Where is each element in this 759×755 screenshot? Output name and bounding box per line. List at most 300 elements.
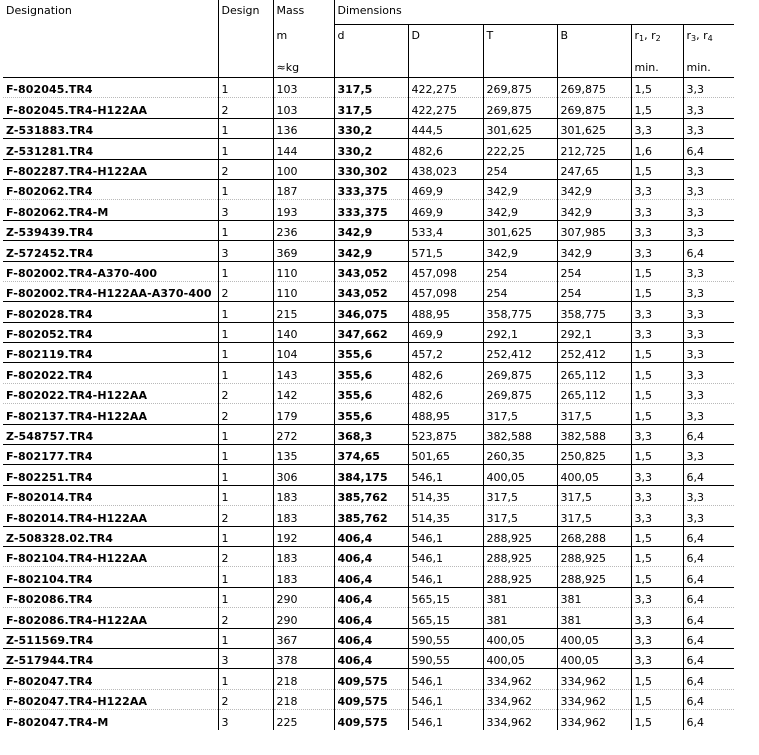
cell-r34: 6,4 (683, 587, 734, 607)
cell-B: 381 (557, 608, 631, 628)
cell-B: 317,5 (557, 404, 631, 424)
cell-r12: 1,5 (631, 710, 683, 730)
cell-d: 406,4 (334, 587, 408, 607)
cell-T: 252,412 (483, 343, 557, 363)
cell-T: 342,9 (483, 241, 557, 261)
cell-mass: 306 (273, 465, 334, 485)
cell-designation: F-802086.TR4 (3, 587, 218, 607)
cell-D: 482,6 (408, 363, 483, 383)
cell-designation: F-802104.TR4 (3, 567, 218, 587)
cell-mass: 187 (273, 179, 334, 199)
cell-r34: 6,4 (683, 567, 734, 587)
cell-T: 288,925 (483, 546, 557, 566)
cell-d: 317,5 (334, 78, 408, 98)
cell-D: 571,5 (408, 241, 483, 261)
cell-d: 374,65 (334, 445, 408, 465)
cell-B: 292,1 (557, 322, 631, 342)
cell-mass: 378 (273, 648, 334, 668)
table-row (3, 343, 734, 363)
cell-designation: F-802104.TR4-H122AA (3, 546, 218, 566)
cell-mass: 103 (273, 78, 334, 98)
cell-T: 382,588 (483, 424, 557, 444)
cell-B: 381 (557, 587, 631, 607)
cell-T: 269,875 (483, 98, 557, 118)
cell-designation: Z-508328.02.TR4 (3, 526, 218, 546)
cell-D: 546,1 (408, 567, 483, 587)
header-designation: Designation (6, 4, 72, 17)
table-row (3, 363, 734, 383)
cell-T: 269,875 (483, 363, 557, 383)
cell-design: 1 (218, 526, 273, 546)
table-row (3, 322, 734, 342)
cell-D: 469,9 (408, 322, 483, 342)
cell-r34: 3,3 (683, 343, 734, 363)
cell-d: 330,302 (334, 159, 408, 179)
cell-r34: 3,3 (683, 404, 734, 424)
cell-D: 457,2 (408, 343, 483, 363)
header-r34: $r_3$, $r_4$ (683, 25, 734, 48)
cell-mass: 183 (273, 485, 334, 505)
cell-B: 334,962 (557, 669, 631, 689)
cell-design: 1 (218, 465, 273, 485)
cell-mass: 272 (273, 424, 334, 444)
cell-design: 1 (218, 343, 273, 363)
cell-T: 288,925 (483, 526, 557, 546)
cell-r34: 6,4 (683, 608, 734, 628)
cell-D: 565,15 (408, 608, 483, 628)
cell-design: 1 (218, 669, 273, 689)
cell-T: 288,925 (483, 567, 557, 587)
cell-mass: 103 (273, 98, 334, 118)
cell-mass: 367 (273, 628, 334, 648)
cell-T: 342,9 (483, 179, 557, 199)
cell-mass: 183 (273, 546, 334, 566)
cell-d: 342,9 (334, 241, 408, 261)
table-row (3, 567, 734, 587)
cell-d: 330,2 (334, 139, 408, 159)
cell-r12: 1,5 (631, 526, 683, 546)
cell-T: 317,5 (483, 485, 557, 505)
cell-design: 3 (218, 648, 273, 668)
cell-designation: F-802251.TR4 (3, 465, 218, 485)
cell-mass: 110 (273, 261, 334, 281)
cell-d: 406,4 (334, 648, 408, 668)
cell-D: 482,6 (408, 139, 483, 159)
cell-D: 457,098 (408, 281, 483, 301)
cell-r12: 1,5 (631, 445, 683, 465)
cell-D: 438,023 (408, 159, 483, 179)
cell-D: 469,9 (408, 179, 483, 199)
cell-D: 590,55 (408, 628, 483, 648)
cell-mass: 183 (273, 506, 334, 526)
cell-D: 457,098 (408, 261, 483, 281)
cell-r34: 6,4 (683, 424, 734, 444)
cell-design: 1 (218, 322, 273, 342)
cell-designation: F-802137.TR4-H122AA (3, 404, 218, 424)
cell-B: 400,05 (557, 648, 631, 668)
cell-designation: Z-539439.TR4 (3, 220, 218, 240)
cell-D: 590,55 (408, 648, 483, 668)
cell-designation: F-802062.TR4-M (3, 200, 218, 220)
cell-r12: 3,3 (631, 241, 683, 261)
cell-design: 1 (218, 302, 273, 322)
header-r12-unit: min. (631, 47, 683, 78)
cell-mass: 136 (273, 118, 334, 138)
cell-D: 422,275 (408, 78, 483, 98)
cell-r34: 6,4 (683, 546, 734, 566)
cell-mass: 369 (273, 241, 334, 261)
cell-design: 1 (218, 587, 273, 607)
cell-r12: 1,5 (631, 567, 683, 587)
cell-B: 400,05 (557, 465, 631, 485)
cell-D: 565,15 (408, 587, 483, 607)
cell-B: 265,112 (557, 383, 631, 403)
table-row (3, 628, 734, 648)
header-B: B (557, 25, 631, 48)
cell-d: 333,375 (334, 179, 408, 199)
table-row (3, 669, 734, 689)
cell-r34: 3,3 (683, 445, 734, 465)
cell-designation: F-802052.TR4 (3, 322, 218, 342)
cell-B: 265,112 (557, 363, 631, 383)
cell-r34: 6,4 (683, 526, 734, 546)
cell-d: 355,6 (334, 404, 408, 424)
cell-B: 252,412 (557, 343, 631, 363)
cell-design: 1 (218, 139, 273, 159)
cell-r12: 3,3 (631, 302, 683, 322)
cell-D: 546,1 (408, 526, 483, 546)
table-row (3, 608, 734, 628)
cell-d: 385,762 (334, 506, 408, 526)
table-row (3, 179, 734, 199)
cell-r34: 3,3 (683, 118, 734, 138)
cell-d: 355,6 (334, 343, 408, 363)
cell-T: 342,9 (483, 200, 557, 220)
cell-mass: 100 (273, 159, 334, 179)
table-row (3, 200, 734, 220)
cell-T: 292,1 (483, 322, 557, 342)
cell-designation: F-802002.TR4-A370-400 (3, 261, 218, 281)
cell-design: 1 (218, 628, 273, 648)
cell-T: 254 (483, 159, 557, 179)
table-row (3, 710, 734, 730)
cell-r34: 3,3 (683, 220, 734, 240)
cell-d: 368,3 (334, 424, 408, 444)
cell-D: 444,5 (408, 118, 483, 138)
cell-d: 343,052 (334, 261, 408, 281)
table-row (3, 261, 734, 281)
cell-r34: 6,4 (683, 465, 734, 485)
cell-d: 406,4 (334, 526, 408, 546)
cell-T: 334,962 (483, 710, 557, 730)
cell-T: 400,05 (483, 628, 557, 648)
cell-r12: 1,5 (631, 78, 683, 98)
table-row (3, 445, 734, 465)
cell-designation: F-802014.TR4-H122AA (3, 506, 218, 526)
table-row (3, 139, 734, 159)
cell-r12: 3,3 (631, 424, 683, 444)
cell-designation: Z-511569.TR4 (3, 628, 218, 648)
cell-B: 342,9 (557, 179, 631, 199)
table-row (3, 485, 734, 505)
cell-mass: 104 (273, 343, 334, 363)
cell-design: 3 (218, 710, 273, 730)
cell-B: 301,625 (557, 118, 631, 138)
cell-d: 384,175 (334, 465, 408, 485)
cell-r34: 6,4 (683, 710, 734, 730)
cell-design: 2 (218, 506, 273, 526)
cell-B: 250,825 (557, 445, 631, 465)
cell-D: 488,95 (408, 404, 483, 424)
cell-d: 409,575 (334, 710, 408, 730)
cell-B: 288,925 (557, 567, 631, 587)
cell-design: 1 (218, 567, 273, 587)
cell-designation: Z-572452.TR4 (3, 241, 218, 261)
cell-D: 501,65 (408, 445, 483, 465)
cell-B: 334,962 (557, 689, 631, 709)
cell-design: 1 (218, 445, 273, 465)
cell-B: 254 (557, 261, 631, 281)
cell-T: 334,962 (483, 669, 557, 689)
cell-T: 269,875 (483, 78, 557, 98)
cell-mass: 144 (273, 139, 334, 159)
cell-r12: 3,3 (631, 220, 683, 240)
cell-T: 400,05 (483, 465, 557, 485)
cell-r34: 6,4 (683, 669, 734, 689)
cell-T: 334,962 (483, 689, 557, 709)
cell-r12: 1,5 (631, 689, 683, 709)
cell-B: 268,288 (557, 526, 631, 546)
header-r12: $r_1$, $r_2$ (631, 25, 683, 48)
cell-d: 406,4 (334, 546, 408, 566)
cell-B: 269,875 (557, 78, 631, 98)
cell-mass: 183 (273, 567, 334, 587)
cell-mass: 290 (273, 587, 334, 607)
cell-D: 546,1 (408, 546, 483, 566)
cell-r12: 3,3 (631, 485, 683, 505)
cell-r34: 3,3 (683, 78, 734, 98)
cell-r34: 3,3 (683, 363, 734, 383)
cell-r12: 3,3 (631, 200, 683, 220)
cell-design: 1 (218, 78, 273, 98)
cell-r12: 3,3 (631, 322, 683, 342)
cell-D: 488,95 (408, 302, 483, 322)
cell-designation: F-802062.TR4 (3, 179, 218, 199)
cell-r34: 6,4 (683, 689, 734, 709)
cell-D: 482,6 (408, 383, 483, 403)
cell-B: 400,05 (557, 628, 631, 648)
cell-D: 546,1 (408, 669, 483, 689)
cell-design: 1 (218, 220, 273, 240)
cell-r34: 6,4 (683, 139, 734, 159)
cell-r34: 6,4 (683, 628, 734, 648)
cell-T: 358,775 (483, 302, 557, 322)
cell-d: 346,075 (334, 302, 408, 322)
cell-r12: 1,5 (631, 281, 683, 301)
table-row (3, 404, 734, 424)
table-row (3, 546, 734, 566)
cell-r34: 3,3 (683, 261, 734, 281)
cell-design: 1 (218, 363, 273, 383)
cell-design: 2 (218, 689, 273, 709)
cell-d: 317,5 (334, 98, 408, 118)
table-row (3, 587, 734, 607)
cell-r12: 1,5 (631, 98, 683, 118)
cell-r12: 3,3 (631, 179, 683, 199)
cell-designation: F-802002.TR4-H122AA-A370-400 (3, 281, 218, 301)
table-row (3, 526, 734, 546)
cell-d: 347,662 (334, 322, 408, 342)
cell-designation: F-802086.TR4-H122AA (3, 608, 218, 628)
cell-design: 1 (218, 179, 273, 199)
cell-mass: 140 (273, 322, 334, 342)
cell-T: 301,625 (483, 220, 557, 240)
cell-design: 3 (218, 241, 273, 261)
cell-D: 422,275 (408, 98, 483, 118)
cell-mass: 225 (273, 710, 334, 730)
cell-r34: 3,3 (683, 159, 734, 179)
cell-r34: 3,3 (683, 485, 734, 505)
cell-mass: 193 (273, 200, 334, 220)
cell-design: 1 (218, 424, 273, 444)
cell-designation: Z-517944.TR4 (3, 648, 218, 668)
cell-d: 409,575 (334, 669, 408, 689)
cell-designation: F-802119.TR4 (3, 343, 218, 363)
cell-r34: 3,3 (683, 179, 734, 199)
cell-B: 342,9 (557, 241, 631, 261)
cell-D: 546,1 (408, 465, 483, 485)
cell-designation: F-802047.TR4-M (6, 716, 109, 729)
cell-mass: 135 (273, 445, 334, 465)
cell-d: 406,4 (334, 628, 408, 648)
cell-T: 260,35 (483, 445, 557, 465)
cell-T: 269,875 (483, 383, 557, 403)
cell-r12: 1,5 (631, 404, 683, 424)
cell-r12: 1,5 (631, 669, 683, 689)
cell-mass: 143 (273, 363, 334, 383)
table-row (3, 281, 734, 301)
header-d: d (334, 25, 408, 48)
cell-design: 1 (218, 118, 273, 138)
cell-D: 514,35 (408, 506, 483, 526)
cell-r12: 3,3 (631, 608, 683, 628)
table-row (3, 118, 734, 138)
cell-mass: 218 (273, 669, 334, 689)
table-row (3, 648, 734, 668)
cell-r34: 3,3 (683, 302, 734, 322)
cell-d: 333,375 (334, 200, 408, 220)
cell-designation: F-802287.TR4-H122AA (3, 159, 218, 179)
cell-r12: 3,3 (631, 118, 683, 138)
cell-D: 514,35 (408, 485, 483, 505)
cell-r12: 3,3 (631, 465, 683, 485)
cell-d: 343,052 (334, 281, 408, 301)
cell-T: 317,5 (483, 506, 557, 526)
cell-B: 382,588 (557, 424, 631, 444)
cell-design: 2 (218, 546, 273, 566)
cell-d: 406,4 (334, 567, 408, 587)
table-row (3, 302, 734, 322)
cell-design: 3 (218, 200, 273, 220)
cell-design: 2 (218, 383, 273, 403)
table-row (3, 383, 734, 403)
cell-mass: 236 (273, 220, 334, 240)
cell-T: 317,5 (483, 404, 557, 424)
header-mass: Mass (273, 0, 334, 25)
table-row (3, 220, 734, 240)
cell-r12: 3,3 (631, 628, 683, 648)
cell-r12: 1,6 (631, 139, 683, 159)
cell-T: 301,625 (483, 118, 557, 138)
cell-r34: 3,3 (683, 200, 734, 220)
cell-T: 254 (483, 281, 557, 301)
table-row (3, 241, 734, 261)
cell-designation: F-802014.TR4 (3, 485, 218, 505)
cell-T: 400,05 (483, 648, 557, 668)
cell-D: 546,1 (408, 710, 483, 730)
cell-B: 317,5 (557, 485, 631, 505)
cell-T: 381 (483, 608, 557, 628)
header-dimensions: Dimensions (334, 0, 734, 25)
cell-design: 2 (218, 159, 273, 179)
table-row (3, 424, 734, 444)
header-design: Design (218, 0, 273, 25)
cell-design: 2 (218, 404, 273, 424)
cell-d: 330,2 (334, 118, 408, 138)
cell-design: 2 (218, 608, 273, 628)
cell-D: 523,875 (408, 424, 483, 444)
cell-designation: F-802047.TR4 (3, 669, 218, 689)
header-r34-unit: min. (683, 47, 734, 78)
cell-r12: 1,5 (631, 159, 683, 179)
cell-d: 355,6 (334, 383, 408, 403)
cell-r12: 1,5 (631, 363, 683, 383)
cell-D: 533,4 (408, 220, 483, 240)
cell-r34: 3,3 (683, 322, 734, 342)
cell-design: 1 (218, 261, 273, 281)
cell-mass: 290 (273, 608, 334, 628)
header-mass-symbol: m (273, 25, 334, 48)
cell-r12: 1,5 (631, 383, 683, 403)
cell-designation: Z-548757.TR4 (3, 424, 218, 444)
cell-designation: Z-531281.TR4 (3, 139, 218, 159)
cell-designation: F-802028.TR4 (3, 302, 218, 322)
cell-designation: F-802045.TR4 (3, 78, 218, 98)
table-header (3, 0, 734, 78)
cell-design: 2 (218, 281, 273, 301)
cell-mass: 192 (273, 526, 334, 546)
cell-mass: 110 (273, 281, 334, 301)
cell-D: 546,1 (408, 689, 483, 709)
cell-T: 254 (483, 261, 557, 281)
cell-D: 469,9 (408, 200, 483, 220)
cell-B: 288,925 (557, 546, 631, 566)
cell-r34: 6,4 (683, 648, 734, 668)
cell-designation: F-802047.TR4-H122AA (3, 689, 218, 709)
header-mass-unit: ≈kg (273, 47, 334, 78)
cell-r12: 1,5 (631, 343, 683, 363)
cell-B: 317,5 (557, 506, 631, 526)
cell-d: 385,762 (334, 485, 408, 505)
cell-d: 406,4 (334, 608, 408, 628)
bearing-table (3, 0, 734, 730)
cell-d: 355,6 (334, 363, 408, 383)
cell-r12: 3,3 (631, 648, 683, 668)
cell-T: 222,25 (483, 139, 557, 159)
cell-r34: 6,4 (683, 241, 734, 261)
table-body (3, 78, 734, 731)
table-row (3, 98, 734, 118)
